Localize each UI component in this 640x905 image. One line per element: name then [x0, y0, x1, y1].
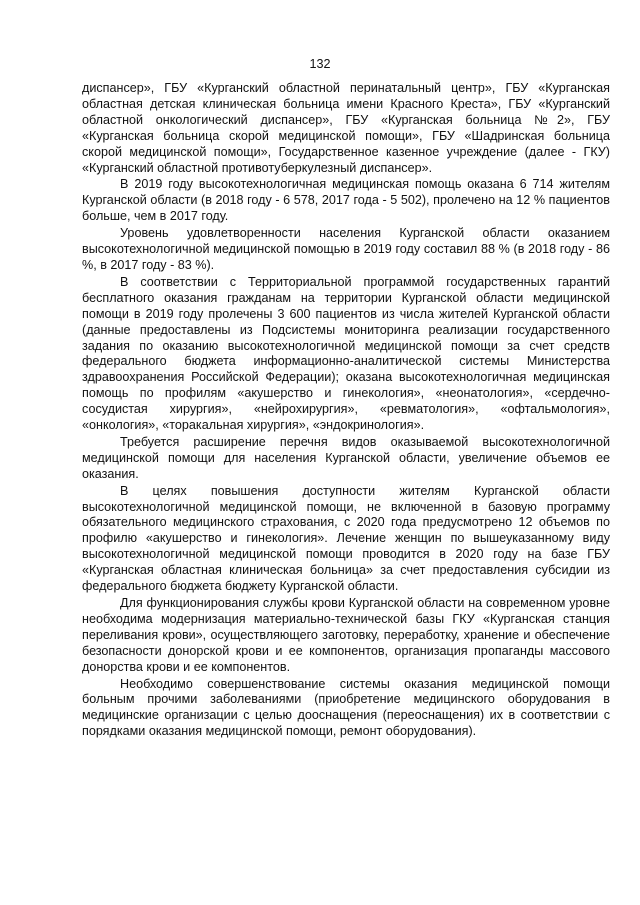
paragraph: Требуется расширение перечня видов оказываемой высокотехнологичной медицинской помощи для населения Курганской области, увеличение объемов ее оказания.	[82, 434, 610, 481]
paragraph: Необходимо совершенствование системы оказания медицинской помощи больным прочими заболеваниями (приобретение медицинского оборудования в медицинские организации с целью дооснащения (переоснащения) их в соответствии с порядками оказания медицинской помощи, ремонт оборудования).	[82, 676, 610, 739]
paragraph: В 2019 году высокотехнологичная медицинская помощь оказана 6 714 жителям Курганской области (в 2018 году - 6 578, 2017 года - 5 502), пролечено на 12 % пациентов больше, чем в 2017 году.	[82, 177, 610, 224]
paragraph: В соответствии с Территориальной программой государственных гарантий бесплатного оказания гражданам на территории Курганской области медицинской помощи в 2019 году пролечены 3 600 пациентов из числа жителей Курганской области (данные предоставлены из Подсистемы мониторинга реализации государственного задания по оказанию высокотехнологичной медицинской помощи за счет средств федерального бюджета информационно-аналитической системы Министерства здравоохранения Российской Федерации); оказана высокотехнологичная медицинская помощь по профилям «акушерство и гинекология», «неонатология», «сердечно-сосудистая хирургия», «нейрохирургия», «ревматология», «офтальмология», «онкология», «торакальная хирургия», «эндокринология».	[82, 274, 610, 433]
paragraph: В целях повышения доступности жителям Курганской области высокотехнологичной медицинской помощи, не включенной в базовую программу обязательного медицинского страхования, с 2020 года предусмотрено 12 объемов по профилю «акушерство и гинекология». Лечение женщин по вышеуказанному виду высокотехнологичной медицинской помощи проводится в 2020 году на базе ГБУ «Курганская областная клиническая больница» за счет предоставления субсидии из федерального бюджета бюджету Курганской области.	[82, 483, 610, 594]
paragraph: Для функционирования службы крови Курганской области на современном уровне необходима модернизация материально-технической базы ГКУ «Курганская станция переливания крови», осуществляющего заготовку, переработку, хранение и обеспечение безопасности донорской крови и ее компонентов, организация пропаганды массового донорства крови и ее компонентов.	[82, 596, 610, 674]
page-number: 132	[309, 57, 331, 71]
document-body	[82, 81, 610, 741]
paragraph: Уровень удовлетворенности населения Курганской области оказанием высокотехнологичной медицинской помощью в 2019 году составил 88 % (в 2018 году - 86 %, в 2017 году - 83 %).	[82, 226, 610, 272]
paragraph-continuation: диспансер», ГБУ «Курганский областной перинатальный центр», ГБУ «Курганская областная детская клиническая больница имени Красного Креста», ГБУ «Курганский областной онкологический диспансер», ГБУ «Курганская больница №2», ГБУ «Курганская больница скорой медицинской помощи», ГБУ «Шадринская больница скорой медицинской помощи», Государственное казенное учреждение (далее - ГКУ) «Курганский областной противотуберкулезный диспансер».	[82, 81, 610, 175]
